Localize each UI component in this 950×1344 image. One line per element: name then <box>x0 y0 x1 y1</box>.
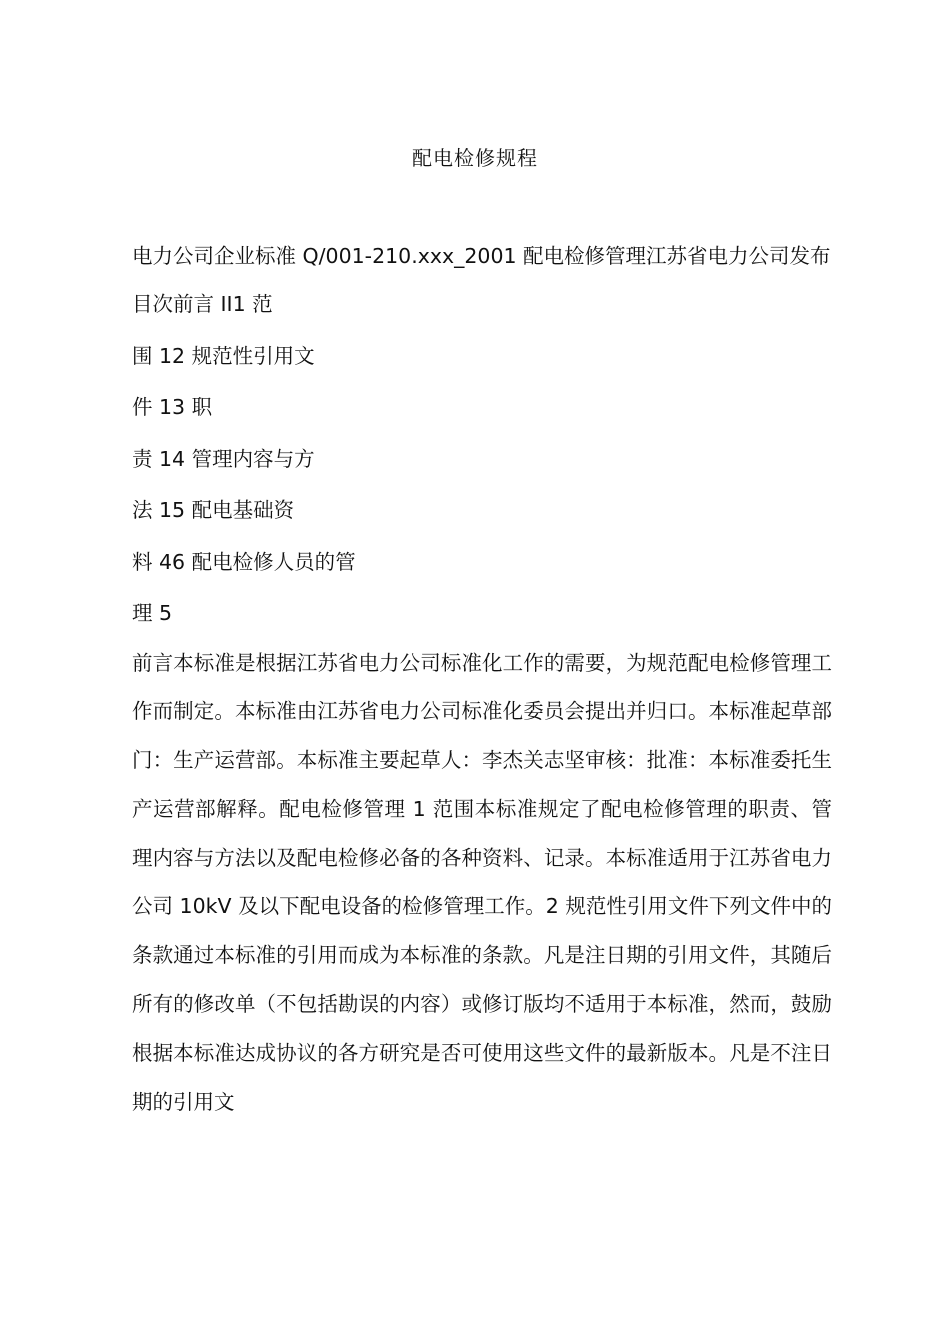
toc-line-5: 法 15 配电基础资 <box>132 498 295 522</box>
document-title: 配电检修规程 <box>412 146 538 170</box>
body-paragraph: 前言本标准是根据江苏省电力公司标准化工作的需要，为规范配电检修管理工作而制定。本标准由江苏省电力公司标准化委员会提出并归口。本标准起草部门：生产运营部。本标准主要起草人：李杰关志坚审核：批准：本标准委托生产运营部解释。配电检修管理 1 范围本标准规定了配电检修管理的职责、管理内容与方法以及配电检修必备的各种资料、记录。本标准适用于江苏省电力公司 10kV 及以下配电设备的检修管理工作。2 规范性引用文件下列文件中的条款通过本标准的引用而成为本标准的条款。凡是注日期的引用文件，其随后所有的修改单（不包括勘误的内容）或修订版均不适用于本标准，然而，鼓励根据本标准达成协议的各方研究是否可使用这些文件的最新版本。凡是不注日期的引用文 <box>132 650 832 1114</box>
toc-line-1: 目次前言 II1 范 <box>132 292 273 316</box>
toc-line-2: 围 12 规范性引用文 <box>132 343 315 368</box>
document-content <box>132 241 832 1126</box>
toc-line-3: 件 13 职 <box>132 395 213 419</box>
standard-header-line: 电力公司企业标准 Q/001-210.xxx_2001 配电检修管理江苏省电力公司发布 <box>132 244 831 268</box>
toc-line-6: 料 46 配电检修人员的管 <box>132 549 356 574</box>
toc-line-4: 责 14 管理内容与方 <box>132 446 315 471</box>
toc-line-7: 理 5 <box>132 601 173 625</box>
